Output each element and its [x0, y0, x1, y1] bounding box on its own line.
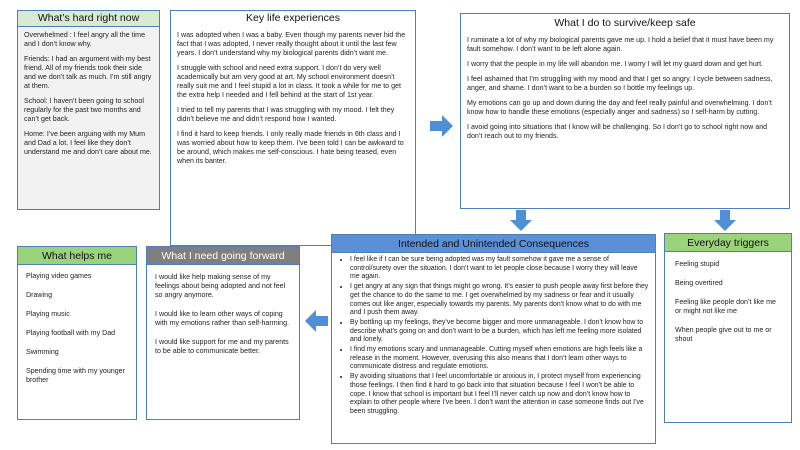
consequences-box [331, 234, 656, 444]
list-item: • By bottling up my feelings, they’ve become bigger and more unmanageable. I don’t know how to describe what’s going on and don’t want to be a burden, which has left me feeling more isolated and lonely. [350, 319, 649, 345]
survive-keep-safe-list [461, 32, 789, 151]
arrow-down-icon [713, 210, 737, 232]
hard-right-now-box [17, 10, 160, 210]
list-item: I would like to learn other ways of coping with my emotions rather than self-harming. [155, 310, 290, 327]
survive-keep-safe-box [460, 13, 790, 209]
list-item: Playing football with my Dad [26, 329, 116, 337]
list-item: I was adopted when I was a baby. Even though my parents never hid the fact that I was adopted, I never really thought about it until the last few years. I don’t understand why my biological parents didn’t want me. [177, 31, 406, 57]
list-item: • I find my emotions scary and unmanageable. Cutting myself when emotions are high feels like a release in the moment. However, overusing this also means that I don’t learn other ways to communicate distress and regulate emotions. [350, 346, 649, 372]
list-item: School: I haven’t been going to school regularly for the past two months and can’t get back. [24, 97, 144, 123]
list-item: Swimming [26, 348, 59, 356]
list-item: I would like help making sense of my feelings about being adopted and not feel so angry anymore. [155, 273, 286, 299]
list-item: I find it hard to keep friends. I only really made friends in 6th class and I was worried about how to keep them. I’ve been told I can be awkward to be around, which makes me self-conscious. I hate being teased, even when its banter. [177, 130, 404, 165]
what-helps-me-box [17, 246, 137, 420]
list-item: I worry that the people in my life will abandon me. I worry I will let my guard down and get hurt. [467, 60, 764, 68]
need-going-forward-box [146, 246, 300, 420]
list-item: I ruminate a lot of why my biological parents gave me up. I hold a belief that it must have been my fault somehow. I don’t want to be left alone again. [467, 36, 774, 53]
hard-right-now-list [18, 27, 159, 167]
list-item: Feeling like people don’t like me or might not like me [675, 298, 776, 315]
need-going-forward-list [147, 265, 299, 374]
list-item: I would like support for me and my parents to be able to communicate better. [155, 338, 289, 355]
list-item: Home: I’ve been arguing with my Mum and Dad a lot. I feel like they don’t understand me and don’t care about me. [24, 130, 152, 156]
consequences-title: Intended and Unintended Consequences [332, 235, 655, 253]
key-life-experiences-title: Key life experiences [246, 12, 340, 24]
arrow-right-icon [430, 114, 454, 138]
list-item: I feel ashamed that I’m struggling with my mood and that I get so angry. I cycle between sadness, anger, and shame. I don’t want to be a burden so I bottle my feelings up. [467, 75, 773, 92]
list-item: I avoid going into situations that I know will be challenging. So I don’t go to school right now and don’t reach out to my friends. [467, 123, 768, 140]
need-going-forward-title: What I need going forward [147, 247, 299, 265]
arrow-down-icon [509, 210, 533, 232]
list-item: Overwhelmed : I feel angry all the time and I don’t know why. [24, 31, 146, 48]
everyday-triggers-box [664, 233, 792, 423]
list-item: Playing video games [26, 272, 92, 280]
list-item: My emotions can go up and down during the day and feel really painful and overwhelming. I don’t know how to handle these emotions (especially anger and sadness) so I self-harm by cutting. [467, 99, 772, 116]
list-item: • I feel like if I can be sure being adopted was my fault somehow it gave me a sense of control/surety over the situation. I don’t want to let people close because I worry they will leave me again. [350, 256, 649, 282]
what-helps-me-list [18, 265, 136, 402]
arrow-left-icon [304, 309, 328, 333]
everyday-triggers-list [665, 252, 791, 362]
list-item: Friends: I had an argument with my best friend. All of my friends took their side and we don’t talk as much. I’m still angry at them. [24, 55, 152, 90]
list-item: When people give out to me or shout [675, 326, 772, 343]
hard-right-now-title: What’s hard right now [18, 11, 159, 27]
list-item: Spending time with my younger brother [26, 367, 125, 384]
survive-keep-safe-title: What I do to survive/keep safe [554, 17, 696, 29]
list-item: I struggle with school and need extra support. I don’t do very well academically but am very good at art. My school environment doesn’t really suit me and I feel stupid a lot in class. It took a while for me to get the extra help I needed and I fell behind at the start of 1st year. [177, 64, 401, 99]
what-helps-me-title: What helps me [18, 247, 136, 265]
list-item: Being overtired [675, 279, 723, 287]
key-life-experiences-box [170, 10, 416, 246]
list-item: Drawing [26, 291, 53, 299]
list-item: • By avoiding situations that I feel uncomfortable or anxious in, I protect myself from experiencing those feelings. I then find it hard to go back into that situation because I feel I won’t be able to cope. I know that school is important but I feel I’ll never catch up now and don’t know how to explain to other people where I’ve been. I don’t want the attention in case someone finds out I’ve been struggling. [350, 373, 649, 417]
everyday-triggers-title: Everyday triggers [665, 234, 791, 252]
key-life-experiences-list [171, 27, 415, 176]
consequences-list [332, 253, 655, 420]
list-item: Playing music [26, 310, 70, 318]
list-item: • I get angry at any sign that things might go wrong. It’s easier to push people away first before they get the chance to do the same to me. I get overwhelmed by my sadness or fear and it usually comes out like anger, especially towards my parents. My parents don’t know what to do with me and I push them away. [350, 283, 649, 318]
list-item: Feeling stupid [675, 260, 720, 268]
list-item: I tried to tell my parents that I was struggling with my mood. I felt they didn’t believe me and didn’t respond how I wanted. [177, 106, 395, 123]
